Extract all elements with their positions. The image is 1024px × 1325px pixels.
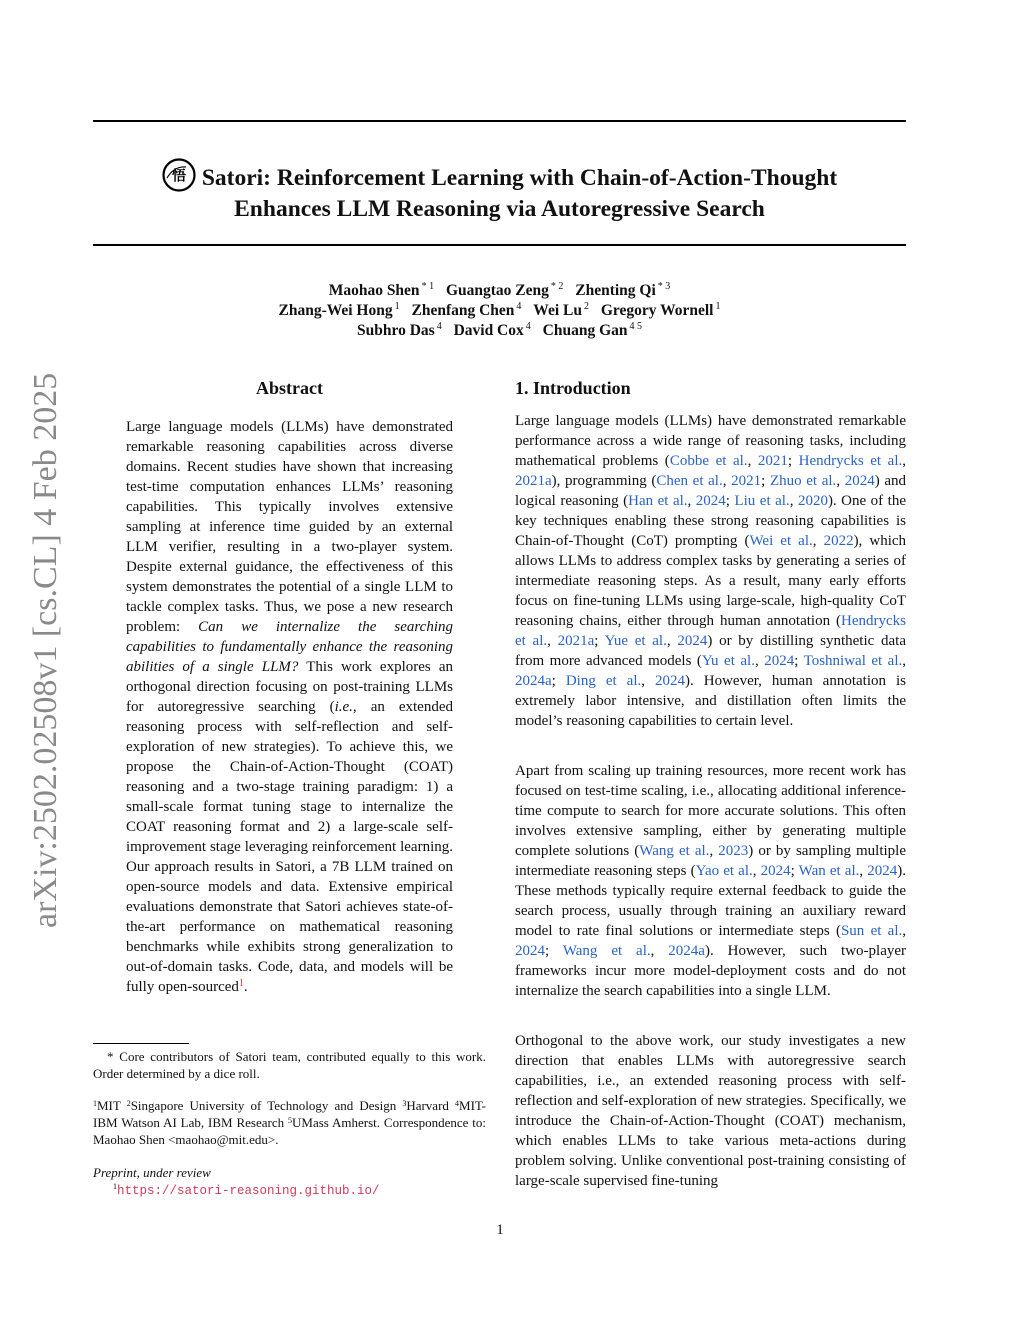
author-name: Zhenfang Chen bbox=[411, 302, 515, 319]
abstract-heading: Abstract bbox=[256, 378, 323, 398]
affiliation: Singapore University of Technology and Design bbox=[130, 1098, 403, 1113]
page-number: 1 bbox=[496, 1222, 504, 1238]
citation-link[interactable]: 2022 bbox=[823, 533, 854, 549]
author-affiliation: 4 bbox=[436, 321, 442, 332]
author-name: Chuang Gan bbox=[542, 322, 628, 339]
preprint-note: Preprint, under review bbox=[93, 1165, 211, 1180]
author-affiliation: * 3 bbox=[657, 281, 671, 292]
citation-link[interactable]: 2024a bbox=[668, 943, 705, 959]
author-affiliation: * 2 bbox=[550, 281, 564, 292]
citation-link[interactable]: Zhuo et al. bbox=[769, 473, 837, 489]
aff-marker: 3 bbox=[402, 1099, 407, 1108]
footnote-core-contributors: * Core contributors of Satori team, contributed equally to this work. Order determined by a dice roll. bbox=[93, 1049, 486, 1081]
author bbox=[454, 322, 531, 339]
correspondence: Correspondence to: Maohao Shen <maohao@mit.edu>. bbox=[93, 1115, 487, 1147]
citation-link[interactable]: Chen et al. bbox=[656, 473, 723, 489]
introduction-heading: 1. Introduction bbox=[515, 378, 631, 398]
aff-marker: 1 bbox=[93, 1099, 97, 1108]
citation-link[interactable]: 2024 bbox=[867, 863, 898, 879]
affiliation: Harvard bbox=[406, 1098, 456, 1113]
citation-link[interactable]: 2024 bbox=[760, 863, 791, 879]
author-name: Subhro Das bbox=[357, 322, 435, 339]
citation-link[interactable]: Cobbe et al. bbox=[669, 453, 748, 469]
project-url-link[interactable]: https://satori-reasoning.github.io/ bbox=[117, 1184, 380, 1198]
logo-glyph: 悟 bbox=[171, 168, 186, 185]
intro-paragraph-3: Orthogonal to the above work, our study investigates a new direction that enables LLMs with autoregressive search capabilities, i.e., an extended reasoning process with self-reflection and self-exploration of new strategies. Specifically, we introduce the Chain-of-Action-Thought (COAT) mechanism, which enables LLMs to take various meta-actions during problem solving. Unlike conventional post-training consisting of large-scale supervised fine-tuning bbox=[515, 1033, 906, 1189]
affiliation: UMass Amherst. bbox=[292, 1115, 381, 1130]
citation-link[interactable]: 2021a bbox=[515, 473, 552, 489]
citation-link[interactable]: 2023 bbox=[718, 843, 749, 859]
author bbox=[543, 322, 642, 339]
author bbox=[601, 302, 721, 319]
paper-title bbox=[93, 158, 906, 225]
footnote-affiliations bbox=[93, 1097, 486, 1148]
author bbox=[446, 282, 563, 299]
author bbox=[533, 302, 589, 319]
citation-link[interactable]: 2020 bbox=[797, 493, 828, 509]
author-name: Gregory Wornell bbox=[600, 302, 714, 319]
citation-link[interactable]: Yao et al. bbox=[695, 863, 753, 879]
title-line-2: Enhances LLM Reasoning via Autoregressive Search bbox=[234, 196, 765, 222]
author-name: Zhenting Qi bbox=[575, 282, 656, 299]
abstract-segment: . bbox=[243, 979, 248, 995]
affiliation: MIT bbox=[97, 1098, 127, 1113]
citation-link[interactable]: Wei et al. bbox=[749, 533, 813, 549]
citation-link[interactable]: 2024 bbox=[764, 653, 795, 669]
citation-link[interactable]: 2024 bbox=[515, 943, 545, 959]
citation-link[interactable]: 2024 bbox=[695, 493, 726, 509]
title-text-1: Satori: Reinforcement Learning with Chain-of-Action-Thought bbox=[201, 165, 838, 191]
abstract-ie: i.e., bbox=[334, 699, 357, 715]
author bbox=[278, 302, 399, 319]
citation-link[interactable]: Ding et al. bbox=[565, 673, 642, 689]
aff-marker: 2 bbox=[126, 1099, 131, 1108]
citation-link[interactable]: 2024a bbox=[515, 673, 552, 689]
author bbox=[411, 302, 521, 319]
citation-link[interactable]: Wang et al. bbox=[639, 843, 710, 859]
abstract-text bbox=[126, 417, 453, 997]
citation-link[interactable]: Hendrycks et al. bbox=[798, 453, 903, 469]
footnote-url bbox=[113, 1183, 493, 1200]
author-affiliation: 4 bbox=[516, 301, 522, 312]
author bbox=[329, 282, 434, 299]
aff-marker: 5 bbox=[288, 1116, 292, 1125]
author-affiliation: 1 bbox=[394, 301, 400, 312]
abstract-segment: Large language models (LLMs) have demonstrated remarkable reasoning capabilities across diverse domains. Recent studies have shown that increasing test-time computation enhances LLMs’ reasoning capabilities. This typically involves extensive sampling at inference time guided by an external LLM verifier, resulting in a two-player system. Despite external guidance, the effectiveness of this system demonstrates the potential of a single LLM to tackle complex tasks. Thus, we pose a new research problem: bbox=[126, 419, 453, 635]
author-name: David Cox bbox=[453, 322, 524, 339]
title-rule-bottom bbox=[93, 244, 906, 246]
citation-link[interactable]: Han et al. bbox=[628, 493, 688, 509]
citation-link[interactable]: 2021 bbox=[757, 453, 788, 469]
abstract-segment: an extended reasoning process with self-reflection and self-exploration of new strategies). To achieve this, we propose the Chain-of-Action-Thought (COAT) reasoning and a two-stage training paradigm: 1) a small-scale format tuning stage to internalize the COAT reasoning format and 2) a large-scale self-improvement stage leveraging reinforcement learning. Our approach results in Satori, a 7B LLM trained on open-source models and data. Extensive empirical evaluations demonstrate that Satori achieves state-of-the-art performance on mathematical reasoning benchmarks while exhibits strong generalization to out-of-domain tasks. Code, data, and models will be fully open-sourced bbox=[126, 699, 453, 995]
intro-paragraph-1: Large language models (LLMs) have demonstrated remarkable performance across a wide range of reasoning tasks, including mathematical problems (Cobbe et al., 2021; Hendrycks et al., 2021a), programming (Chen et al., 2021; Zhuo et al., 2024) and logical reasoning (Han et al., 2024; Liu et al., 2020). One of the key techniques enabling these strong reasoning capabilities is Chain-of-Thought (CoT) prompting (Wei et al., 2022), which allows LLMs to address complex tasks by generating a series of intermediate reasoning steps. As a result, many early efforts focus on fine-tuning LLMs using large-scale, high-quality CoT reasoning chains, either through human annotation (Hendrycks et al., 2021a; Yue et al., 2024) or by distilling synthetic data from more advanced models (Yu et al., 2024; Toshniwal et al., 2024a; Ding et al., 2024). However, human annotation is extremely labor intensive, and distillation often limits the model’s reasoning capabilities to certain level. bbox=[515, 413, 907, 729]
citation-link[interactable]: Hendrycks et al. bbox=[515, 613, 906, 649]
author-name: Maohao Shen bbox=[328, 282, 420, 299]
author bbox=[357, 322, 442, 339]
citation-link[interactable]: Toshniwal et al. bbox=[803, 653, 903, 669]
author-row-2 bbox=[93, 301, 906, 321]
author-name: Zhang-Wei Hong bbox=[278, 302, 393, 319]
author-affiliation: 1 bbox=[715, 301, 721, 312]
citation-link[interactable]: Wan et al. bbox=[798, 863, 860, 879]
author-row-1 bbox=[93, 281, 906, 301]
citation-link[interactable]: 2021 bbox=[731, 473, 762, 489]
footnote-link-1[interactable]: 1 bbox=[238, 978, 244, 989]
author-list bbox=[93, 281, 906, 341]
title-line-1 bbox=[93, 158, 906, 194]
author-affiliation: * 1 bbox=[421, 281, 435, 292]
citation-link[interactable]: Yu et al. bbox=[701, 653, 755, 669]
citation-link[interactable]: Yue et al. bbox=[604, 633, 667, 649]
citation-link[interactable]: 2024 bbox=[844, 473, 875, 489]
footnote-rule bbox=[93, 1043, 189, 1044]
research-question: Can we internalize the searching capabilities to fundamentally enhance the reasoning abilities of a single LLM? bbox=[126, 619, 453, 675]
citation-link[interactable]: Wang et al. bbox=[562, 943, 651, 959]
url-marker: 1 bbox=[113, 1182, 117, 1191]
author-name: Wei Lu bbox=[533, 302, 582, 319]
aff-marker: 4 bbox=[455, 1099, 460, 1108]
author-row-3 bbox=[93, 321, 906, 341]
author-affiliation: 4 bbox=[525, 321, 531, 332]
citation-link[interactable]: Liu et al. bbox=[734, 493, 790, 509]
intro-paragraph-2: Apart from scaling up training resources, more recent work has focused on test-time scaling, i.e., allocating additional inference-time compute to search for more accurate solutions. This often involves extensive sampling, either by generating multiple complete solutions (Wang et al., 2023) or by sampling multiple intermediate reasoning steps (Yao et al., 2024; Wan et al., 2024). These methods typically require external feedback to guide the search process, usually through training an auxiliary reward model to rate final solutions or intermediate steps (Sun et al., 2024; Wang et al., 2024a). However, such two-player frameworks incur more model-deployment costs and do not internalize the search capabilities into a single LLM. bbox=[515, 763, 907, 999]
citation-link[interactable]: Sun et al. bbox=[840, 923, 903, 939]
author-affiliation: 2 bbox=[583, 301, 589, 312]
citation-link[interactable]: 2021a bbox=[557, 633, 595, 649]
arxiv-identifier: arXiv:2502.02508v1 [cs.CL] 4 Feb 2025 bbox=[27, 372, 64, 928]
abstract-segment: This work explores an orthogonal direction focusing on post-training LLMs for autoregressive searching ( bbox=[126, 659, 453, 715]
citation-link[interactable]: 2024 bbox=[677, 633, 708, 649]
affiliation: MIT-IBM Watson AI Lab, IBM Research bbox=[93, 1098, 486, 1130]
author-affiliation: 4 5 bbox=[629, 321, 642, 332]
citation-link[interactable]: 2024 bbox=[655, 673, 685, 689]
satori-logo-icon bbox=[162, 158, 196, 192]
author bbox=[575, 282, 670, 299]
title-rule-top bbox=[93, 120, 906, 122]
author-name: Guangtao Zeng bbox=[445, 282, 549, 299]
